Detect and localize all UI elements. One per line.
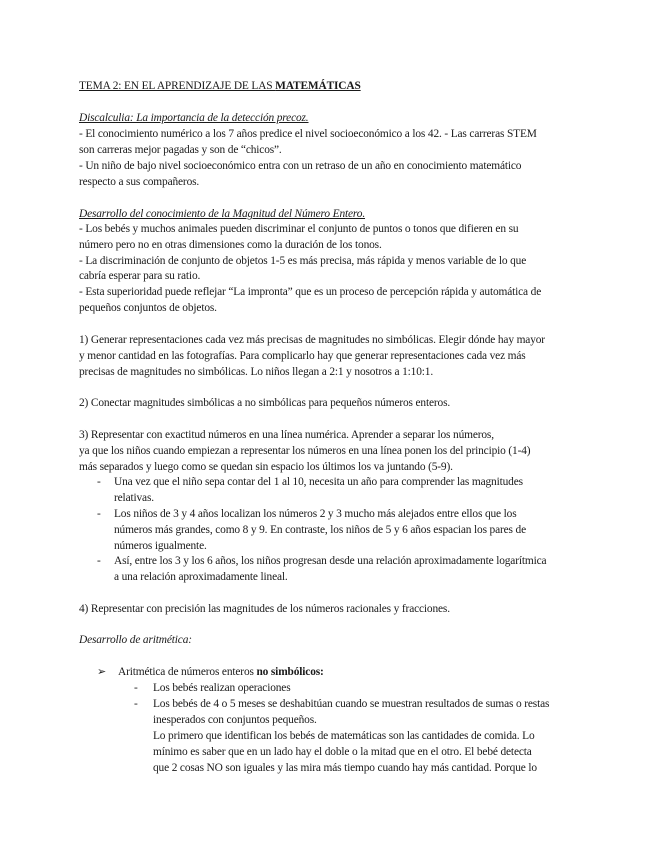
arrow-bullet-icon: ➢	[97, 666, 107, 678]
numbered-point-1: 1) Generar representaciones cada vez más precisas de magnitudes no simbólicas. Elegir dónde hay mayor	[79, 334, 545, 346]
paragraph-line: - Los bebés y muchos animales pueden discriminar el conjunto de puntos o tonos que difieren en su	[79, 223, 519, 235]
section-heading-aritmetica: Desarrollo de aritmética:	[79, 634, 192, 646]
paragraph-line: - La discriminación de conjunto de objetos 1-5 es más precisa, más rápida y menos variable de lo que	[79, 255, 527, 267]
numbered-point-4: 4) Representar con precisión las magnitudes de los números racionales y fracciones.	[79, 603, 450, 615]
sub-bullet-line: inesperados con conjuntos pequeños.	[153, 714, 317, 726]
paragraph-line: son carreras mejor pagadas y son de “chicos”.	[79, 144, 282, 156]
bullet-line: números más grandes, como 8 y 9. En contraste, los niños de 5 y 6 años espacian los pares de	[114, 524, 526, 536]
paragraph-line: más separados y luego como se quedan sin espacio los últimos los va juntando (5-9).	[79, 461, 453, 473]
paragraph-line: - El conocimiento numérico a los 7 años predice el nivel socioeconómico a los 42. - Las carreras STEM	[79, 128, 537, 140]
bullet-marker: -	[97, 555, 101, 567]
bullet-line: Una vez que el niño sepa contar del 1 al 10, necesita un año para comprender las magnitudes	[114, 476, 523, 488]
bullet-line: a una relación aproximadamente lineal.	[114, 571, 288, 583]
sub-bullet-line: Los bebés de 4 o 5 meses se deshabitúan cuando se muestran resultados de sumas o restas	[153, 698, 550, 710]
numbered-point-3: 3) Representar con exactitud números en una línea numérica. Aprender a separar los números,	[79, 429, 494, 441]
bullet-line: Así, entre los 3 y los 6 años, los niños progresan desde una relación aproximadamente logarítmica	[114, 555, 547, 567]
paragraph-line: cabría esperar para su ratio.	[79, 270, 201, 282]
sub-bullet-line: Los bebés realizan operaciones	[153, 682, 291, 694]
paragraph-line: número pero no en otras dimensiones como la duración de los tonos.	[79, 239, 382, 251]
bullet-line: números igualmente.	[114, 540, 207, 552]
paragraph-line: - Esta superioridad puede reflejar “La impronta” que es un proceso de percepción rápida y automática de	[79, 286, 542, 298]
paragraph-line: - Un niño de bajo nivel socioeconómico entra con un retraso de un año en conocimiento matemático	[79, 160, 522, 172]
bullet-line: Los niños de 3 y 4 años localizan los números 2 y 3 mucho más alejados entre ellos que los	[114, 508, 517, 520]
paragraph-line: precisas de magnitudes no simbólicas. Lo niños llegan a 2:1 y nosotros a 1:10:1.	[79, 366, 434, 378]
sub-bullet-marker: -	[134, 682, 138, 694]
bullet-marker: -	[97, 508, 101, 520]
numbered-point-2: 2) Conectar magnitudes simbólicas a no simbólicas para pequeños números enteros.	[79, 397, 451, 409]
paragraph-line: y menor cantidad en las fotografías. Para complicarlo hay que generar representaciones cada vez más	[79, 350, 526, 362]
paragraph-line: respecto a sus compañeros.	[79, 176, 200, 188]
continuation-line: que 2 cosas NO son iguales y las mira más tiempo cuando hay más cantidad. Porque lo	[153, 762, 537, 774]
continuation-line: Lo primero que identifican los bebés de matemáticas son las cantidades de comida. Lo	[153, 730, 535, 742]
continuation-line: mínimo es saber que en un lado hay el doble o la mitad que en el otro. El bebé detecta	[153, 746, 532, 758]
section-heading-magnitud: Desarrollo del conocimiento de la Magnitud del Número Entero.	[79, 208, 366, 220]
page-title: TEMA 2: EN EL APRENDIZAJE DE LAS MATEMÁTICAS	[79, 80, 361, 92]
bullet-line: relativas.	[114, 492, 154, 504]
sub-bullet-marker: -	[134, 698, 138, 710]
arrow-item: Aritmética de números enteros no simbólicos:	[118, 666, 324, 678]
paragraph-line: ya que los niños cuando empiezan a representar los números en una línea ponen los del principio (1-4)	[79, 445, 531, 457]
bullet-marker: -	[97, 476, 101, 488]
section-heading-discalculia: Discalculia: La importancia de la detección precoz.	[79, 112, 309, 124]
paragraph-line: pequeños conjuntos de objetos.	[79, 302, 217, 314]
